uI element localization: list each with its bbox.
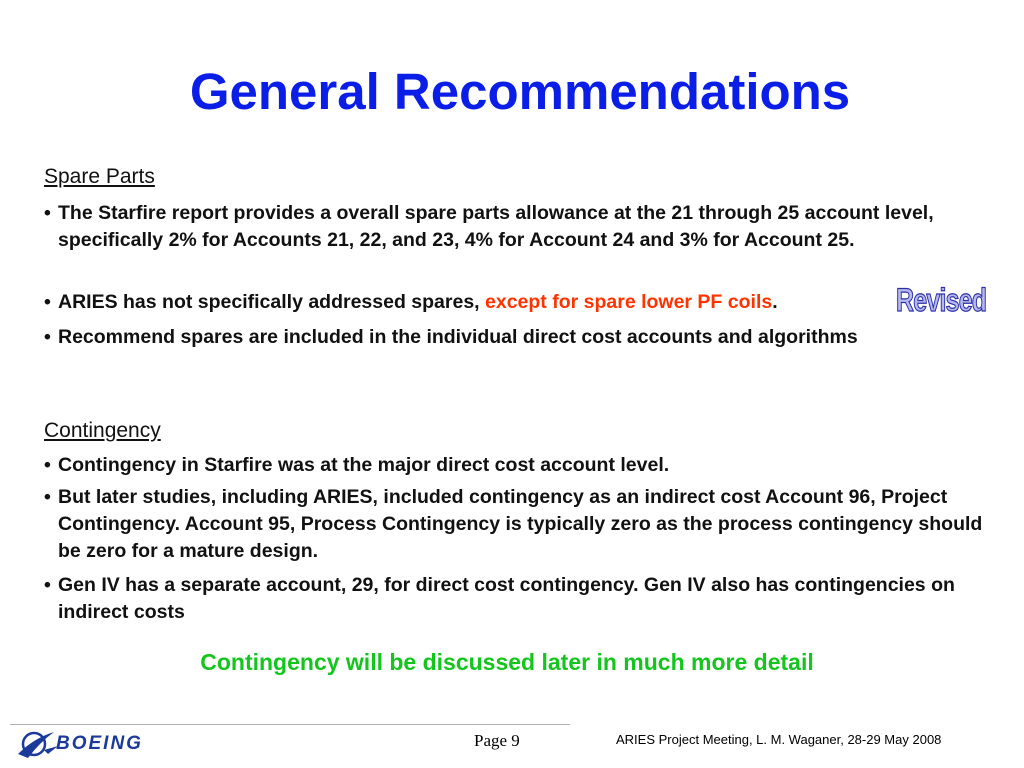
bullet-dot: • — [44, 486, 51, 508]
spare-parts-bullet-3 — [44, 324, 998, 351]
contingency-bullet-1 — [44, 452, 998, 479]
highlight-text: except for spare lower PF coils — [485, 291, 773, 313]
bullet-text: Gen IV has a separate account, 29, for direct cost contingency. Gen IV also has contingencies on indirect costs — [58, 574, 955, 623]
bullet-dot: • — [44, 202, 51, 224]
bullet-dot: • — [44, 291, 51, 313]
contingency-heading: Contingency — [44, 419, 161, 442]
boeing-wordmark: BOEING — [56, 733, 143, 754]
bullet-text: The Starfire report provides a overall spare parts allowance at the 21 through 25 account level, specifically 2% for Accounts 21, 22, and 23, 4% for Account 24 and 3% for Account 25. — [58, 202, 934, 251]
spare-parts-heading: Spare Parts — [44, 165, 155, 188]
spare-parts-bullet-2 — [44, 289, 998, 316]
bullet-text: Recommend spares are included in the individual direct cost accounts and algorithms — [58, 326, 858, 348]
contingency-bullet-2 — [44, 484, 998, 565]
bullet-dot: • — [44, 454, 51, 476]
page-number: Page 9 — [474, 731, 520, 750]
slide-title: General Recommendations — [189, 63, 851, 120]
bullet-dot: • — [44, 326, 51, 348]
bullet-text: Contingency in Starfire was at the major direct cost account level. — [58, 454, 670, 476]
spare-parts-bullet-1 — [44, 200, 998, 254]
bullet-suffix: . — [772, 291, 778, 313]
bullet-text: But later studies, including ARIES, included contingency as an indirect cost Account 96, Project Contingency. Account 95, Process Contingency is typically zero as the process contingency should be zero for a mature design. — [58, 486, 983, 562]
revised-stamp: Revised — [896, 282, 987, 318]
contingency-bullet-3 — [44, 572, 998, 626]
discussion-note: Contingency will be discussed later in much more detail — [200, 649, 814, 675]
bullet-text: ARIES has not specifically addressed spares, — [58, 291, 486, 313]
footer-meeting-info: ARIES Project Meeting, L. M. Waganer, 28-29 May 2008 — [616, 732, 942, 747]
bullet-dot: • — [44, 574, 51, 596]
